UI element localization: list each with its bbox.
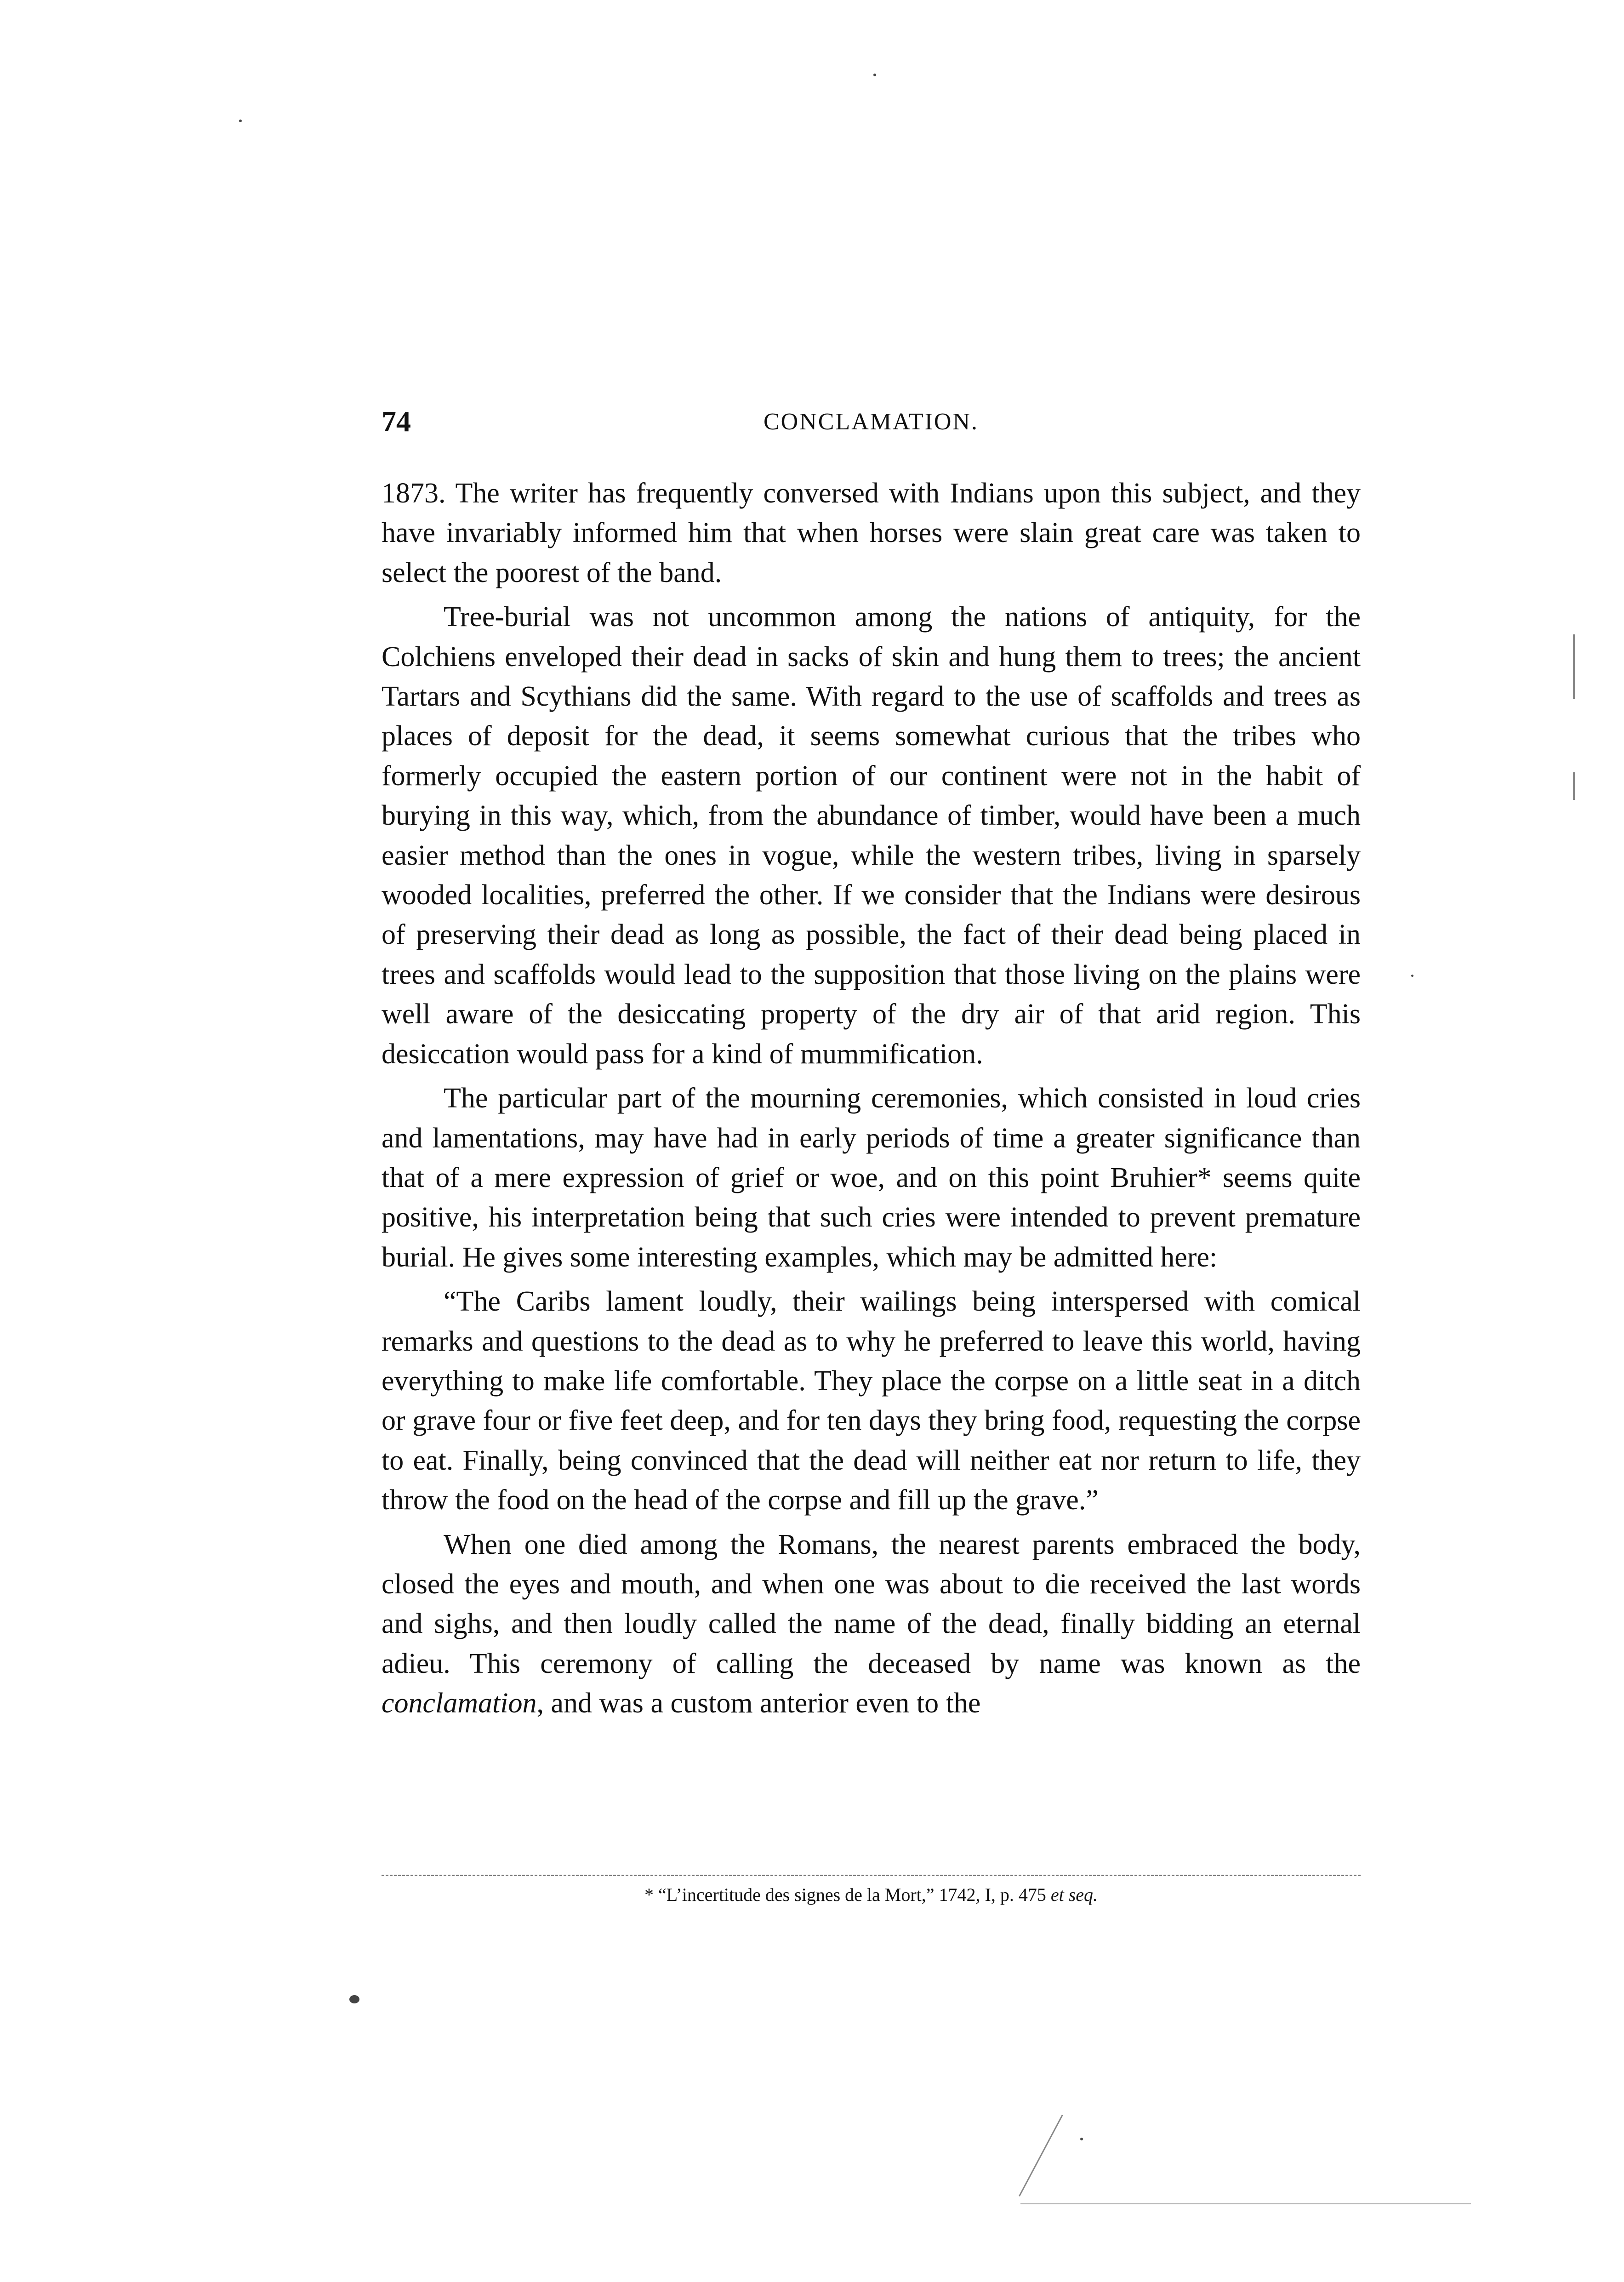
scan-speck: [349, 1995, 359, 2003]
scan-mark: [1573, 772, 1575, 800]
scan-mark: [1019, 2115, 1063, 2196]
scan-speck: [873, 74, 876, 76]
footnote: [382, 1883, 1361, 1907]
footnote-divider: [382, 1875, 1361, 1876]
scan-mark: [1020, 2203, 1471, 2204]
scan-speck: [1411, 975, 1413, 977]
paragraph-romans: [382, 1525, 1361, 1723]
paragraph-tree-burial: Tree-burial was not uncommon among the nations of antiquity, for the Colchiens enveloped their dead in sacks of skin and hung them to trees; the ancient Tartars and Scythians did the same. With regard to the use of scaffolds and trees as places of deposit for the dead, it seems somewhat curious that the tribes who formerly occupied the eastern portion of our continent were not in the habit of burying in this way, which, from the abundance of timber, would have been a much easier method than the ones in vogue, while the western tribes, living in sparsely wooded localities, preferred the other. If we consider that the Indians were desirous of preserving their dead as long as possible, the fact of their dead being placed in trees and scaffolds would lead to the supposition that those living on the plains were well aware of the desiccating property of the dry air of that arid region. This desiccation would pass for a kind of mummification.: [382, 601, 1361, 1070]
emphasis-conclamation: conclamation: [382, 1688, 537, 1719]
block-quote-caribs: “The Caribs lament loudly, their wailings being interspersed with comical remarks and questions to the dead as to why he preferred to leave this world, having everything to make life comfortable. They place the corpse on a little seat in a ditch or grave four or five feet deep, and for ten days they bring food, requesting the corpse to eat. Finally, being convinced that the dead will neither eat nor return to life, they throw the food on the head of the corpse and fill up the grave.”: [382, 1286, 1361, 1516]
page-header: [382, 405, 1361, 441]
scan-speck: [239, 120, 242, 122]
body-text: [382, 474, 1361, 1723]
footnote-text: * “L’incertitude des signes de la Mort,” 1742, I, p. 475: [644, 1884, 1051, 1905]
paragraph-mourning: The particular part of the mourning ceremonies, which consisted in loud cries and lamentations, may have had in early periods of time a greater significance than that of a mere expression of grief or woe, and on this point Bruhier* seems quite positive, his interpretation being that such cries were intended to prevent premature burial. He gives some interesting examples, which may be admitted here:: [382, 1083, 1361, 1273]
scan-mark: [1573, 634, 1575, 699]
footnote-emphasis: et seq.: [1050, 1884, 1098, 1905]
paragraph-romans-text: When one died among the Romans, the nearest parents embraced the body, closed the eyes and mouth, and when one was about to die received the last words and sighs, and then loudly called the name of the dead, finally bidding an eternal adieu. This ceremony of calling the deceased by name was known as the: [382, 1529, 1361, 1679]
paragraph-continued: 1873. The writer has frequently conversed with Indians upon this subject, and they have invariably informed him that when horses were slain great care was taken to select the poorest of the band.: [382, 478, 1361, 588]
page-number: 74: [382, 405, 411, 438]
running-head: CONCLAMATION.: [764, 409, 979, 435]
paragraph-romans-end: , and was a custom anterior even to the: [536, 1688, 981, 1719]
scan-speck: [1080, 2138, 1083, 2140]
